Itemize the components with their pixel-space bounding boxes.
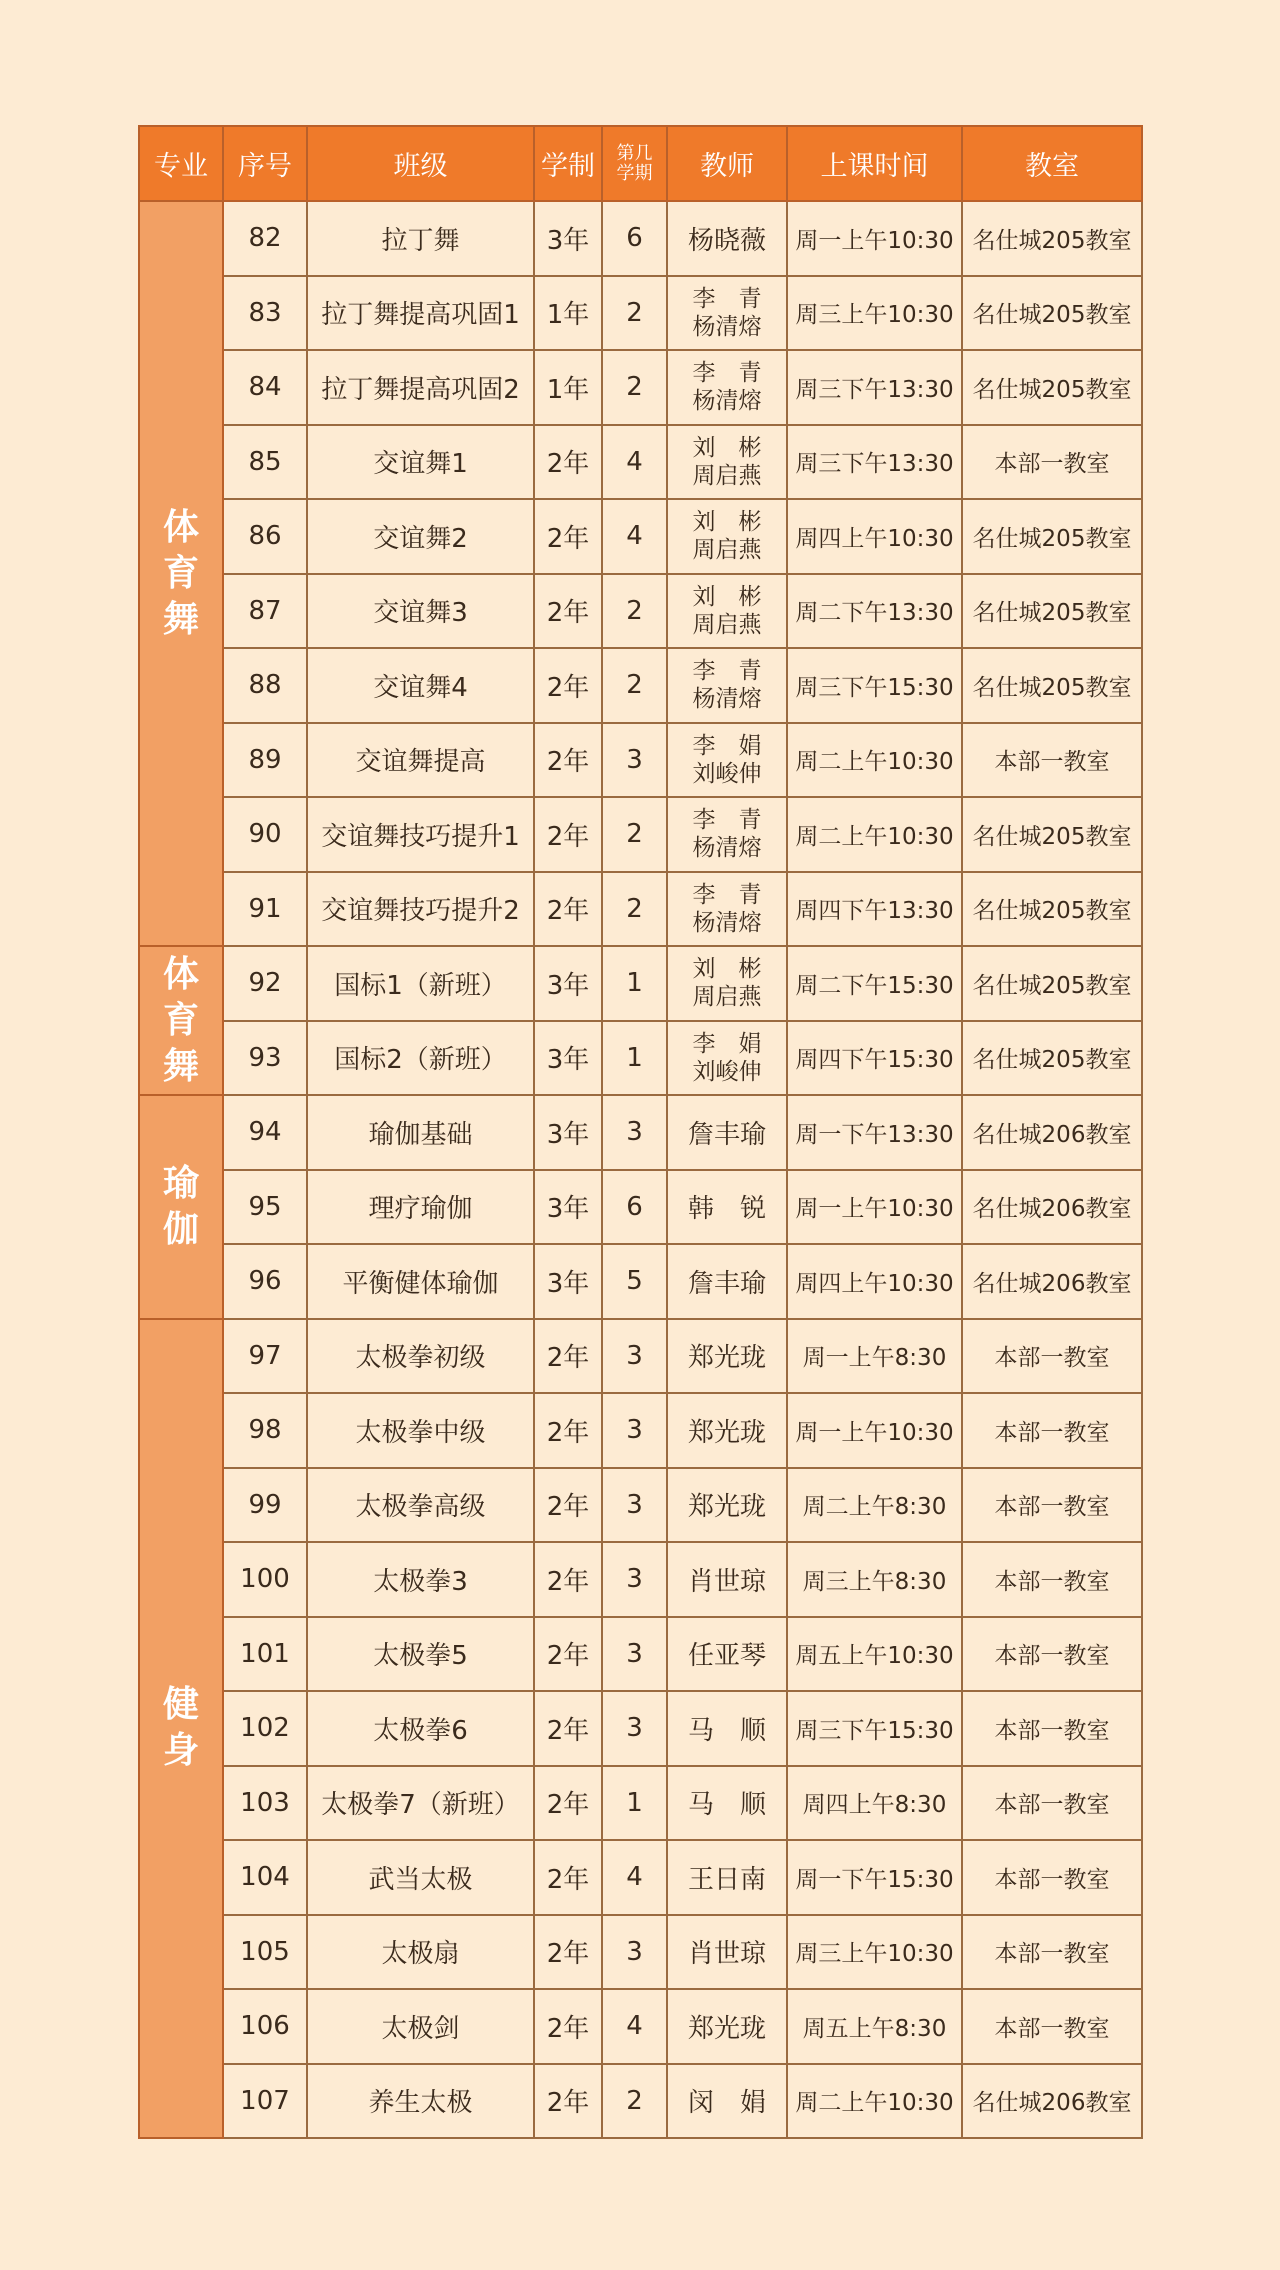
class-cell: 太极拳中级: [307, 1393, 534, 1468]
teacher-cell: [667, 574, 787, 649]
time-cell: 周二下午13:30: [787, 574, 962, 649]
header-class: 班级: [307, 126, 534, 201]
seq-cell: 102: [223, 1691, 307, 1766]
class-cell: 国标1（新班）: [307, 946, 534, 1021]
duration-cell: 2年: [534, 872, 602, 947]
duration-cell: 2年: [534, 499, 602, 574]
class-cell: 太极拳3: [307, 1542, 534, 1617]
class-cell: 理疗瑜伽: [307, 1170, 534, 1245]
seq-cell: 96: [223, 1244, 307, 1319]
duration-cell: 2年: [534, 1766, 602, 1841]
term-cell: 2: [602, 574, 667, 649]
header-time: 上课时间: [787, 126, 962, 201]
duration-cell: 2年: [534, 1840, 602, 1915]
class-cell: 太极扇: [307, 1915, 534, 1990]
teacher-cell: 任亚琴: [667, 1617, 787, 1692]
teacher-name: 刘峻伸: [692, 1058, 762, 1085]
duration-cell: 2年: [534, 1617, 602, 1692]
table-row: [139, 574, 1142, 649]
teacher-cell: [667, 648, 787, 723]
time-cell: 周三下午15:30: [787, 648, 962, 723]
duration-cell: 2年: [534, 1468, 602, 1543]
class-cell: 养生太极: [307, 2064, 534, 2139]
time-cell: 周二上午10:30: [787, 723, 962, 798]
class-cell: 交谊舞3: [307, 574, 534, 649]
duration-cell: 3年: [534, 1244, 602, 1319]
duration-cell: 3年: [534, 1095, 602, 1170]
term-cell: 2: [602, 350, 667, 425]
table-row: [139, 1840, 1142, 1915]
room-cell: 本部一教室: [962, 1989, 1142, 2064]
term-cell: 4: [602, 1840, 667, 1915]
time-cell: 周一上午10:30: [787, 1170, 962, 1245]
table-row: [139, 1691, 1142, 1766]
header-seq: 序号: [223, 126, 307, 201]
header-term-label: 第几 学期: [616, 142, 653, 184]
teacher-cell: 肖世琼: [667, 1915, 787, 1990]
room-cell: 本部一教室: [962, 1915, 1142, 1990]
time-cell: 周三下午15:30: [787, 1691, 962, 1766]
table-row: [139, 201, 1142, 276]
class-cell: 太极剑: [307, 1989, 534, 2064]
time-cell: 周三下午13:30: [787, 425, 962, 500]
class-cell: 交谊舞技巧提升1: [307, 797, 534, 872]
time-cell: 周三上午8:30: [787, 1542, 962, 1617]
teacher-cell: [667, 723, 787, 798]
time-cell: 周四上午10:30: [787, 1244, 962, 1319]
duration-cell: 2年: [534, 1393, 602, 1468]
class-cell: 太极拳7（新班）: [307, 1766, 534, 1841]
seq-cell: 103: [223, 1766, 307, 1841]
time-cell: 周四下午13:30: [787, 872, 962, 947]
duration-cell: 2年: [534, 648, 602, 723]
class-cell: 太极拳5: [307, 1617, 534, 1692]
time-cell: 周二上午10:30: [787, 797, 962, 872]
table-row: [139, 946, 1142, 1021]
term-cell: 2: [602, 2064, 667, 2139]
room-cell: 名仕城205教室: [962, 797, 1142, 872]
teacher-name: 李 娟: [692, 732, 762, 759]
header-major: 专业: [139, 126, 223, 201]
room-cell: 名仕城206教室: [962, 1170, 1142, 1245]
duration-cell: 2年: [534, 797, 602, 872]
term-cell: 6: [602, 201, 667, 276]
time-cell: 周三上午10:30: [787, 1915, 962, 1990]
room-cell: 本部一教室: [962, 723, 1142, 798]
time-cell: 周一上午10:30: [787, 201, 962, 276]
table-row: [139, 1766, 1142, 1841]
course-schedule-table: [138, 125, 1143, 2139]
table-row: [139, 1542, 1142, 1617]
teacher-name: 杨清熔: [692, 909, 762, 936]
seq-cell: 97: [223, 1319, 307, 1394]
seq-cell: 90: [223, 797, 307, 872]
room-cell: 名仕城205教室: [962, 946, 1142, 1021]
time-cell: 周五上午10:30: [787, 1617, 962, 1692]
room-cell: 名仕城206教室: [962, 1095, 1142, 1170]
teacher-cell: [667, 425, 787, 500]
room-cell: 名仕城205教室: [962, 276, 1142, 351]
term-cell: 2: [602, 872, 667, 947]
seq-cell: 104: [223, 1840, 307, 1915]
duration-cell: 3年: [534, 1170, 602, 1245]
duration-cell: 2年: [534, 723, 602, 798]
room-cell: 名仕城205教室: [962, 499, 1142, 574]
duration-cell: 3年: [534, 1021, 602, 1096]
seq-cell: 88: [223, 648, 307, 723]
table-row: [139, 723, 1142, 798]
term-cell: 3: [602, 1542, 667, 1617]
teacher-cell: [667, 499, 787, 574]
table-body: [139, 201, 1142, 2138]
class-cell: 交谊舞提高: [307, 723, 534, 798]
room-cell: 名仕城205教室: [962, 350, 1142, 425]
class-cell: 交谊舞2: [307, 499, 534, 574]
table-row: [139, 425, 1142, 500]
seq-cell: 86: [223, 499, 307, 574]
term-cell: 5: [602, 1244, 667, 1319]
class-cell: 太极拳初级: [307, 1319, 534, 1394]
duration-cell: 2年: [534, 2064, 602, 2139]
teacher-name: 杨清熔: [692, 835, 762, 862]
seq-cell: 105: [223, 1915, 307, 1990]
seq-cell: 107: [223, 2064, 307, 2139]
teacher-name: 刘峻伸: [692, 760, 762, 787]
class-cell: 国标2（新班）: [307, 1021, 534, 1096]
term-cell: 1: [602, 1021, 667, 1096]
seq-cell: 85: [223, 425, 307, 500]
teacher-name: 周启燕: [692, 537, 762, 564]
room-cell: 名仕城205教室: [962, 1021, 1142, 1096]
teacher-name: 李 青: [692, 807, 762, 834]
time-cell: 周五上午8:30: [787, 1989, 962, 2064]
seq-cell: 93: [223, 1021, 307, 1096]
duration-cell: 2年: [534, 574, 602, 649]
teacher-name: 刘 彬: [692, 956, 762, 983]
table-row: [139, 1319, 1142, 1394]
teacher-name: 周启燕: [692, 611, 762, 638]
seq-cell: 92: [223, 946, 307, 1021]
teacher-cell: 韩 锐: [667, 1170, 787, 1245]
room-cell: 本部一教室: [962, 1468, 1142, 1543]
teacher-name: 周启燕: [692, 462, 762, 489]
duration-cell: 2年: [534, 1542, 602, 1617]
header-duration: 学制: [534, 126, 602, 201]
teacher-name: 周启燕: [692, 984, 762, 1011]
teacher-cell: 马 顺: [667, 1691, 787, 1766]
table-row: [139, 499, 1142, 574]
seq-cell: 106: [223, 1989, 307, 2064]
class-cell: 交谊舞技巧提升2: [307, 872, 534, 947]
table-row: [139, 2064, 1142, 2139]
duration-cell: 2年: [534, 1989, 602, 2064]
table-row: [139, 1021, 1142, 1096]
major-group-label: 体 育 舞: [139, 201, 223, 946]
class-cell: 武当太极: [307, 1840, 534, 1915]
time-cell: 周四上午8:30: [787, 1766, 962, 1841]
teacher-cell: 肖世琼: [667, 1542, 787, 1617]
term-cell: 4: [602, 1989, 667, 2064]
table-row: [139, 1468, 1142, 1543]
duration-cell: 1年: [534, 350, 602, 425]
table-row: [139, 648, 1142, 723]
room-cell: 名仕城205教室: [962, 872, 1142, 947]
header-teacher: 教师: [667, 126, 787, 201]
term-cell: 4: [602, 499, 667, 574]
teacher-cell: [667, 350, 787, 425]
teacher-name: 李 青: [692, 360, 762, 387]
room-cell: 名仕城205教室: [962, 201, 1142, 276]
term-cell: 3: [602, 1319, 667, 1394]
header-term: [602, 126, 667, 201]
teacher-cell: [667, 1021, 787, 1096]
seq-cell: 101: [223, 1617, 307, 1692]
table-row: [139, 872, 1142, 947]
teacher-cell: 马 顺: [667, 1766, 787, 1841]
teacher-name: 刘 彬: [692, 509, 762, 536]
term-cell: 1: [602, 1766, 667, 1841]
term-cell: 3: [602, 1691, 667, 1766]
term-cell: 6: [602, 1170, 667, 1245]
teacher-cell: [667, 797, 787, 872]
time-cell: 周一下午15:30: [787, 1840, 962, 1915]
class-cell: 交谊舞1: [307, 425, 534, 500]
teacher-name: 李 青: [692, 285, 762, 312]
room-cell: 本部一教室: [962, 1319, 1142, 1394]
seq-cell: 91: [223, 872, 307, 947]
term-cell: 1: [602, 946, 667, 1021]
seq-cell: 84: [223, 350, 307, 425]
teacher-cell: [667, 946, 787, 1021]
class-cell: 太极拳6: [307, 1691, 534, 1766]
term-cell: 2: [602, 276, 667, 351]
time-cell: 周二下午15:30: [787, 946, 962, 1021]
teacher-cell: 王日南: [667, 1840, 787, 1915]
seq-cell: 100: [223, 1542, 307, 1617]
duration-cell: 3年: [534, 201, 602, 276]
header-row: [139, 126, 1142, 201]
table-row: [139, 1617, 1142, 1692]
room-cell: 本部一教室: [962, 1691, 1142, 1766]
table-row: [139, 1244, 1142, 1319]
duration-cell: 2年: [534, 1915, 602, 1990]
term-cell: 3: [602, 1393, 667, 1468]
table-row: [139, 1095, 1142, 1170]
table-row: [139, 1989, 1142, 2064]
term-cell: 3: [602, 723, 667, 798]
time-cell: 周一上午8:30: [787, 1319, 962, 1394]
class-cell: 交谊舞4: [307, 648, 534, 723]
room-cell: 名仕城206教室: [962, 1244, 1142, 1319]
teacher-cell: [667, 872, 787, 947]
class-cell: 瑜伽基础: [307, 1095, 534, 1170]
time-cell: 周四下午15:30: [787, 1021, 962, 1096]
room-cell: 本部一教室: [962, 1766, 1142, 1841]
class-cell: 拉丁舞提高巩固1: [307, 276, 534, 351]
term-cell: 4: [602, 425, 667, 500]
duration-cell: 2年: [534, 425, 602, 500]
time-cell: 周二上午8:30: [787, 1468, 962, 1543]
teacher-name: 李 娟: [692, 1030, 762, 1057]
seq-cell: 82: [223, 201, 307, 276]
class-cell: 拉丁舞: [307, 201, 534, 276]
major-group-label: 瑜 伽: [139, 1095, 223, 1319]
teacher-name: 刘 彬: [692, 583, 762, 610]
table-row: [139, 1393, 1142, 1468]
teacher-name: 杨清熔: [692, 313, 762, 340]
time-cell: 周三下午13:30: [787, 350, 962, 425]
term-cell: 3: [602, 1915, 667, 1990]
time-cell: 周四上午10:30: [787, 499, 962, 574]
seq-cell: 89: [223, 723, 307, 798]
term-cell: 3: [602, 1468, 667, 1543]
teacher-cell: 郑光珑: [667, 1989, 787, 2064]
teacher-name: 李 青: [692, 881, 762, 908]
term-cell: 3: [602, 1617, 667, 1692]
room-cell: 名仕城206教室: [962, 2064, 1142, 2139]
seq-cell: 94: [223, 1095, 307, 1170]
teacher-cell: 杨晓薇: [667, 201, 787, 276]
term-cell: 2: [602, 797, 667, 872]
teacher-cell: [667, 276, 787, 351]
term-cell: 3: [602, 1095, 667, 1170]
duration-cell: 3年: [534, 946, 602, 1021]
table-row: [139, 1170, 1142, 1245]
table-row: [139, 1915, 1142, 1990]
room-cell: 本部一教室: [962, 1617, 1142, 1692]
teacher-cell: 詹丰瑜: [667, 1244, 787, 1319]
class-cell: 太极拳高级: [307, 1468, 534, 1543]
teacher-cell: 郑光珑: [667, 1468, 787, 1543]
major-group-label: 健 身: [139, 1319, 223, 2139]
time-cell: 周三上午10:30: [787, 276, 962, 351]
teacher-cell: 郑光珑: [667, 1319, 787, 1394]
seq-cell: 98: [223, 1393, 307, 1468]
room-cell: 本部一教室: [962, 1542, 1142, 1617]
teacher-name: 刘 彬: [692, 434, 762, 461]
room-cell: 本部一教室: [962, 1393, 1142, 1468]
room-cell: 名仕城205教室: [962, 648, 1142, 723]
teacher-name: 李 青: [692, 658, 762, 685]
teacher-cell: 詹丰瑜: [667, 1095, 787, 1170]
time-cell: 周一上午10:30: [787, 1393, 962, 1468]
teacher-name: 杨清熔: [692, 388, 762, 415]
room-cell: 本部一教室: [962, 1840, 1142, 1915]
duration-cell: 2年: [534, 1319, 602, 1394]
duration-cell: 2年: [534, 1691, 602, 1766]
seq-cell: 83: [223, 276, 307, 351]
class-cell: 拉丁舞提高巩固2: [307, 350, 534, 425]
teacher-name: 杨清熔: [692, 686, 762, 713]
duration-cell: 1年: [534, 276, 602, 351]
seq-cell: 87: [223, 574, 307, 649]
header-room: 教室: [962, 126, 1142, 201]
teacher-cell: 郑光珑: [667, 1393, 787, 1468]
teacher-cell: 闵 娟: [667, 2064, 787, 2139]
room-cell: 名仕城205教室: [962, 574, 1142, 649]
time-cell: 周二上午10:30: [787, 2064, 962, 2139]
seq-cell: 95: [223, 1170, 307, 1245]
seq-cell: 99: [223, 1468, 307, 1543]
table-row: [139, 276, 1142, 351]
room-cell: 本部一教室: [962, 425, 1142, 500]
time-cell: 周一下午13:30: [787, 1095, 962, 1170]
major-group-label: 体 育 舞: [139, 946, 223, 1095]
class-cell: 平衡健体瑜伽: [307, 1244, 534, 1319]
table-row: [139, 797, 1142, 872]
table-row: [139, 350, 1142, 425]
term-cell: 2: [602, 648, 667, 723]
